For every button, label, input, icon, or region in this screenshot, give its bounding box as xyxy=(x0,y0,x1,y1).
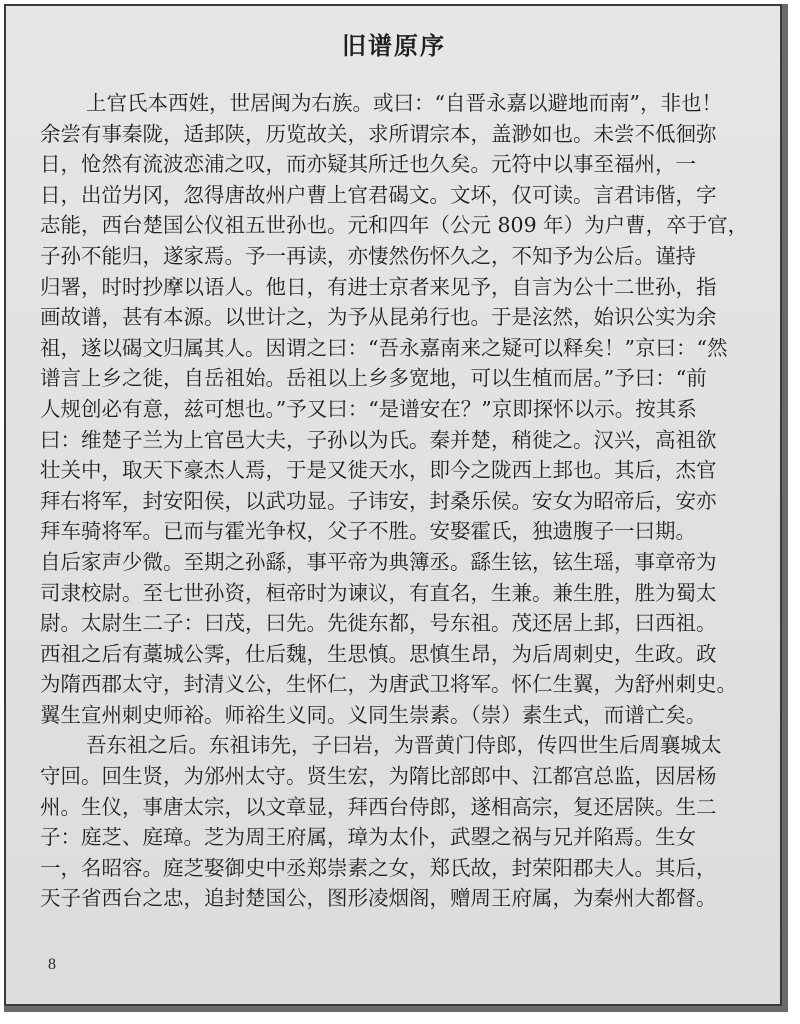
text-line: 余尝有事秦陇，适邽陕，历览故关，求所谓宗本，盖渺如也。未尝不低徊弥 xyxy=(40,121,717,146)
text-line: 吾东祖之后。东祖讳先，子曰岩，为晋黄门侍郎，传四世生后周襄城太 xyxy=(86,733,722,758)
text-line: 天子省西台之忠，追封楚国公，图形凌烟阁，赠周王府属，为秦州大都督。 xyxy=(40,886,717,911)
body-text xyxy=(40,88,756,914)
text-line: 曰：维楚子兰为上官邑大夫，子孙以为氏。秦并楚，稍徙之。汉兴，高祖欲 xyxy=(40,427,717,452)
text-line: 日，出峃屴冈，忽得唐故州户曹上官君碣文。文坏，仅可读。言君讳偕，字 xyxy=(40,182,717,207)
text-line: 祖，遂以碣文归属其人。因谓之曰：“吾永嘉南来之疑可以释矣！”京曰：“然 xyxy=(40,335,728,360)
book-page xyxy=(4,4,782,1006)
text-line: 子孙不能归，遂家焉。予一再读，亦悽然伤怀久之，不知予为公后。谨持 xyxy=(40,243,696,268)
text-line: 拜右将军，封安阳侯，以武功显。子讳安，封桑乐侯。安女为昭帝后，安亦 xyxy=(40,488,717,513)
text-line: 州。生仪，事唐太宗，以文章显，拜西台侍郎，遂相高宗，复还居陕。生二 xyxy=(40,794,717,819)
page-title: 旧谱原序 xyxy=(342,32,446,60)
text-line: 志能，西台楚国公仪祖五世孙也。元和四年（公元 809 年）为户曹，卒于官， xyxy=(40,213,749,238)
text-line: 画故谱，甚有本源。以世计之，为予从昆弟行也。于是泫然，始识公实为余 xyxy=(40,305,717,330)
text-line: 一，名昭容。庭芝娶御史中丞郑崇素之女，郑氏故，封荣阳郡夫人。其后， xyxy=(40,855,717,880)
text-line: 翼生宣州刺史师裕。师裕生义同。义同生崇素。（崇）素生式，而谱亡矣。 xyxy=(40,702,707,727)
text-line: 子：庭芝、庭璋。芝为周王府属，璋为太仆，武曌之祸与兄并陷焉。生女 xyxy=(40,825,696,850)
text-line: 日，怆然有流波恋浦之叹，而亦疑其所迁也久矣。元符中以事至福州，一 xyxy=(40,152,696,177)
text-line: 谱言上乡之徙，自岳祖始。岳祖以上乡多宽地，可以生植而居。”予曰：“前 xyxy=(40,366,707,391)
page-frame xyxy=(4,4,788,1012)
text-line: 人规创必有意，兹可想也。”予又曰：“是谱安在？”京即探怀以示。按其系 xyxy=(40,396,697,421)
text-line: 为隋西郡太守，封清义公，生怀仁，为唐武卫将军。怀仁生翼，为舒州刺史。 xyxy=(40,672,737,697)
text-line: 尉。太尉生二子：曰茂，曰先。先徙东都，号东祖。茂还居上邽，曰西祖。 xyxy=(40,611,717,636)
text-line: 上官氏本西姓，世居闽为右族。或曰：“自晋永嘉以避地而南”，非也！ xyxy=(86,91,722,115)
text-line: 壮关中，取天下豪杰人焉，于是又徙天水，即今之陇西上邽也。其后，杰官 xyxy=(40,458,717,483)
text-line: 守回。回生贤，为邠州太守。贤生宏，为隋比部郎中、江都宫总监，因居杨 xyxy=(40,764,717,789)
text-line: 自后家声少微。至期之孙繇，事平帝为典簿丞。繇生铉，铉生瑶，事章帝为 xyxy=(40,549,717,574)
text-line: 归署，时时抄摩以语人。他日，有进士京者来见予，自言为公十二世孙，指 xyxy=(40,274,717,299)
text-line: 司隶校尉。至七世孙资，桓帝时为谏议，有直名，生兼。兼生胜，胜为蜀太 xyxy=(40,580,717,605)
text-line: 拜车骑将军。已而与霍光争权，父子不胜。安娶霍氏，独遗腹子一曰期。 xyxy=(40,519,696,544)
text-line: 西祖之后有藁城公霁，仕后魏，生思慎。思慎生昂，为后周刺史，生政。政 xyxy=(40,641,717,666)
page-number: 8 xyxy=(48,956,56,973)
